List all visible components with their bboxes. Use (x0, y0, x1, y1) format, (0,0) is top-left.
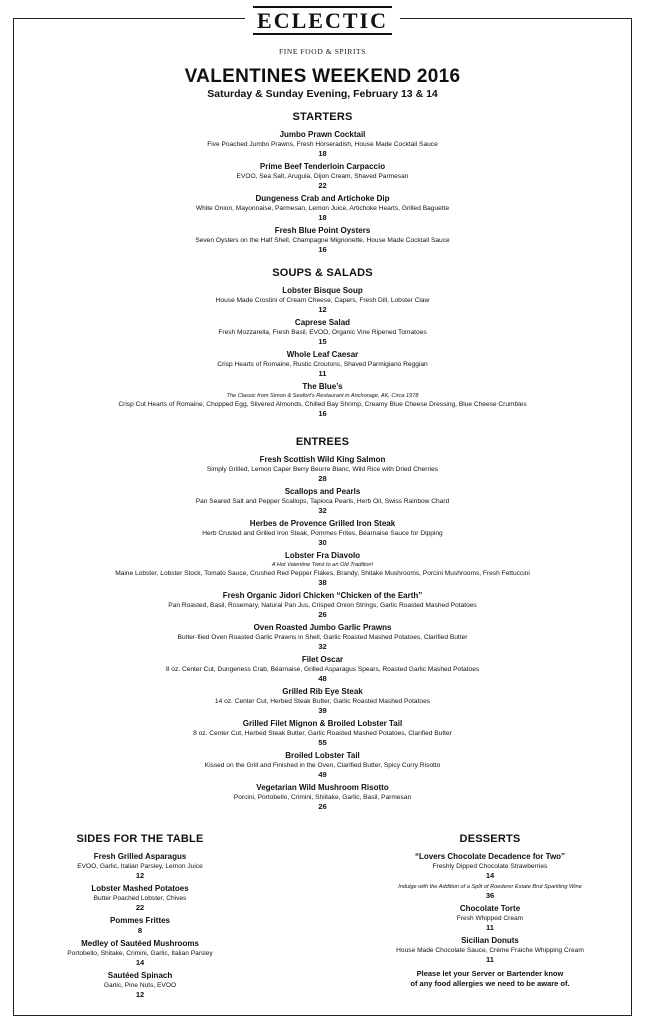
item-description: EVOO, Sea Salt, Arugula, Dijon Cream, Shaved Parmesan (236, 173, 409, 180)
item-description: Crisp Hearts of Romaine, Rustic Croutons, Shaved Parmigiano Reggian (217, 361, 428, 368)
item-name: Lobster Fra Diavolo (284, 551, 361, 560)
item-price: 32 (318, 506, 327, 515)
entrees-section (20, 435, 625, 814)
item-price: 49 (318, 770, 327, 779)
item-description: Kissed on the Grill and Finished in the Oven, Clarified Butter, Spicy Curry Risotto (204, 762, 441, 769)
menu-item (20, 161, 625, 191)
item-name: Broiled Lobster Tail (285, 751, 360, 760)
item-description: 14 oz. Center Cut, Herbed Steak Butter, Garlic Roasted Mashed Potatoes (214, 698, 431, 705)
menu-item (20, 750, 625, 780)
menu-item (20, 686, 625, 716)
item-price: 30 (318, 538, 327, 547)
item-description: EVOO, Garlic, Italian Parsley, Lemon Juice (77, 863, 203, 870)
item-price: 15 (318, 337, 327, 346)
menu-item (20, 486, 625, 516)
menu-item (20, 970, 260, 1000)
item-description: Seven Oysters on the Half Shell, Champagne Mignonette, House Made Cocktail Sauce (195, 237, 450, 244)
allergy-line: of any food allergies we need to be aware of. (410, 979, 570, 988)
item-name: The Blue’s (302, 382, 343, 391)
item-price: 11 (486, 923, 494, 932)
item-description: 8 oz. Center Cut, Dungeness Crab, Béarnaise, Grilled Asparagus Spears, Roasted Garlic Mashed Potatoes (165, 666, 480, 673)
menu-item (20, 883, 260, 913)
menu-item (20, 454, 625, 484)
item-name: Prime Beef Tenderloin Carpaccio (259, 162, 386, 171)
item-price: 48 (318, 674, 327, 683)
item-price: 11 (486, 955, 494, 964)
item-name: Scallops and Pearls (284, 487, 361, 496)
menu-item (20, 718, 625, 748)
item-description: 8 oz. Center Cut, Herbed Steak Butter, Garlic Roasted Mashed Potatoes, Clarified Butter (193, 730, 452, 737)
item-name: Fresh Grilled Asparagus (93, 852, 187, 861)
item-description: Maine Lobster, Lobster Stock, Tomato Sauce, Crushed Red Pepper Flakes, Brandy, Shitake Mushrooms, Porcini Mushrooms, Fresh Fettuccini (115, 570, 530, 577)
item-price: 16 (318, 409, 327, 418)
menu-list (20, 129, 625, 255)
item-note: Indulge with the Addition of a Split of Roederer Estate Brut Sparkling Wine (398, 884, 582, 890)
item-price: 8 (137, 926, 143, 935)
item-description: Butter-flied Oven Roasted Garlic Prawns in Shell, Garlic Roasted Mashed Potatoes, Clarified Butter (177, 634, 468, 641)
menu-item (20, 938, 260, 968)
item-price: 39 (318, 706, 327, 715)
item-price: 26 (318, 802, 327, 811)
item-description: Pan Roasted, Basil, Rosemary, Natural Pan Jus, Crisped Onion Strings, Garlic Roasted Mashed Potatoes (168, 602, 477, 609)
tagline: FINE FOOD & SPIRITS (278, 47, 367, 56)
item-price: 22 (135, 903, 145, 912)
item-description: Herb Crusted and Grilled Iron Steak, Pommes Frites, Béarnaise Sauce for Dipping (202, 530, 443, 537)
page-subtitle: Saturday & Sunday Evening, February 13 & 14 (207, 88, 438, 100)
item-name: Lobster Bisque Soup (282, 286, 363, 295)
logo-block (0, 6, 645, 35)
item-description: Portobello, Shitake, Crimini, Garlic, Italian Parsley (67, 950, 213, 957)
allergy-line: Please let your Server or Bartender know (416, 969, 564, 978)
item-name: Caprese Salad (294, 318, 351, 327)
soups-salads-section (20, 266, 625, 421)
item-name: Grilled Filet Mignon & Broiled Lobster Tail (242, 719, 403, 728)
starters-section (20, 110, 625, 257)
item-description: Pan Seared Salt and Pepper Scallops, Tapioca Pearls, Herb Oil, Swiss Rainbow Chard (195, 498, 450, 505)
item-description: Porcini, Portobello, Crimini, Shiitake, Garlic, Basil, Parmesan (233, 794, 412, 801)
sides-section (20, 832, 260, 1002)
item-price: 55 (318, 738, 327, 747)
menu-item (20, 782, 625, 812)
menu-list (20, 285, 625, 419)
item-name: Chocolate Torte (459, 904, 521, 913)
item-name: Sautéed Spinach (107, 971, 173, 980)
item-name: Whole Leaf Caesar (286, 350, 359, 359)
logo-text: ECLECTIC (253, 6, 392, 35)
item-note: A Hot Valentine Twist to an Old Tradition! (271, 562, 374, 568)
menu-item (355, 851, 625, 881)
menu-item (20, 285, 625, 315)
item-description: Garlic, Pine Nuts, EVOO (103, 982, 177, 989)
menu-item (20, 225, 625, 255)
menu-item (20, 129, 625, 159)
item-price: 12 (318, 305, 327, 314)
logo (245, 6, 400, 35)
item-price: 18 (318, 149, 327, 158)
menu-item (20, 851, 260, 881)
menu-item (20, 590, 625, 620)
item-name: Pommes Frittes (109, 916, 171, 925)
item-price: 32 (318, 642, 327, 651)
item-name: Vegetarian Wild Mushroom Risotto (256, 783, 389, 792)
item-price: 12 (135, 871, 145, 880)
item-name: Filet Oscar (301, 655, 344, 664)
item-price: 22 (318, 181, 327, 190)
menu-item (20, 193, 625, 223)
item-name: Herbes de Provence Grilled Iron Steak (249, 519, 396, 528)
section-title: DESSERTS (459, 833, 521, 845)
menu-item (20, 915, 260, 936)
item-note: The Classic from Simon & Seafort’s Restaurant in Anchorage, AK, Circa 1978 (226, 393, 419, 399)
item-description: Freshly Dipped Chocolate Strawberries (432, 863, 548, 870)
menu-list (355, 851, 625, 965)
item-description: Crisp Cut Hearts of Romaine, Chopped Egg, Slivered Almonds, Chilled Bay Shrimp, Creamy Blue Cheese Dressing, Blue Cheese Crumbles (118, 401, 527, 408)
item-name: Jumbo Prawn Cocktail (279, 130, 366, 139)
item-name: Oven Roasted Jumbo Garlic Prawns (253, 623, 392, 632)
item-price: 38 (318, 578, 327, 587)
menu-item (20, 317, 625, 347)
section-title: SOUPS & SALADS (272, 267, 373, 279)
item-description: Butter Poached Lobster, Chives (93, 895, 187, 902)
item-description: House Made Crostini of Cream Cheese, Capers, Fresh Dill, Lobster Claw (215, 297, 430, 304)
item-name: Grilled Rib Eye Steak (282, 687, 363, 696)
item-price: 12 (135, 990, 145, 999)
item-price: 36 (485, 891, 495, 900)
item-price: 14 (485, 871, 495, 880)
desserts-section (355, 832, 625, 989)
page-title: VALENTINES WEEKEND 2016 (184, 66, 461, 87)
item-price: 18 (318, 213, 327, 222)
item-name: “Lovers Chocolate Decadence for Two” (414, 852, 566, 861)
item-description: White Onion, Mayonnaise, Parmesan, Lemon Juice, Artichoke Hearts, Grilled Baguette (195, 205, 450, 212)
item-name: Lobster Mashed Potatoes (91, 884, 189, 893)
item-description: Simply Grilled, Lemon Caper Berry Beurre Blanc, Wild Rice with Dried Cherries (206, 466, 439, 473)
section-title: SIDES FOR THE TABLE (76, 833, 204, 845)
section-title: ENTREES (295, 436, 350, 448)
menu-item (20, 349, 625, 379)
menu-item (355, 903, 625, 933)
item-price: 16 (318, 245, 327, 254)
item-description: Fresh Mozzarella, Fresh Basil, EVOO, Organic Vine Ripened Tomatoes (218, 329, 427, 336)
item-description: House Made Chocolate Sauce, Crème Fraiche Whipping Cream (396, 947, 584, 954)
menu-item (355, 935, 625, 965)
menu-item (355, 883, 625, 901)
item-name: Dungeness Crab and Artichoke Dip (255, 194, 390, 203)
section-title: STARTERS (292, 111, 353, 123)
item-description: Five Poached Jumbo Prawns, Fresh Horseradish, House Made Cocktail Sauce (207, 141, 438, 148)
allergy-notice (355, 969, 625, 989)
menu-item (20, 518, 625, 548)
item-name: Medley of Sautéed Mushrooms (81, 939, 199, 948)
item-price: 14 (135, 958, 145, 967)
item-price: 26 (318, 610, 327, 619)
menu-list (20, 851, 260, 1000)
item-price: 11 (318, 369, 327, 378)
menu-item (20, 622, 625, 652)
item-name: Fresh Organic Jidori Chicken “Chicken of the Earth” (222, 591, 423, 600)
menu-item (20, 654, 625, 684)
item-name: Sicilian Donuts (461, 936, 519, 945)
item-price: 28 (318, 474, 327, 483)
menu-list (20, 454, 625, 812)
menu-item (20, 381, 625, 419)
item-name: Fresh Scottish Wild King Salmon (259, 455, 386, 464)
item-name: Fresh Blue Point Oysters (274, 226, 371, 235)
menu-item (20, 550, 625, 588)
item-description: Fresh Whipped Cream (456, 915, 524, 922)
